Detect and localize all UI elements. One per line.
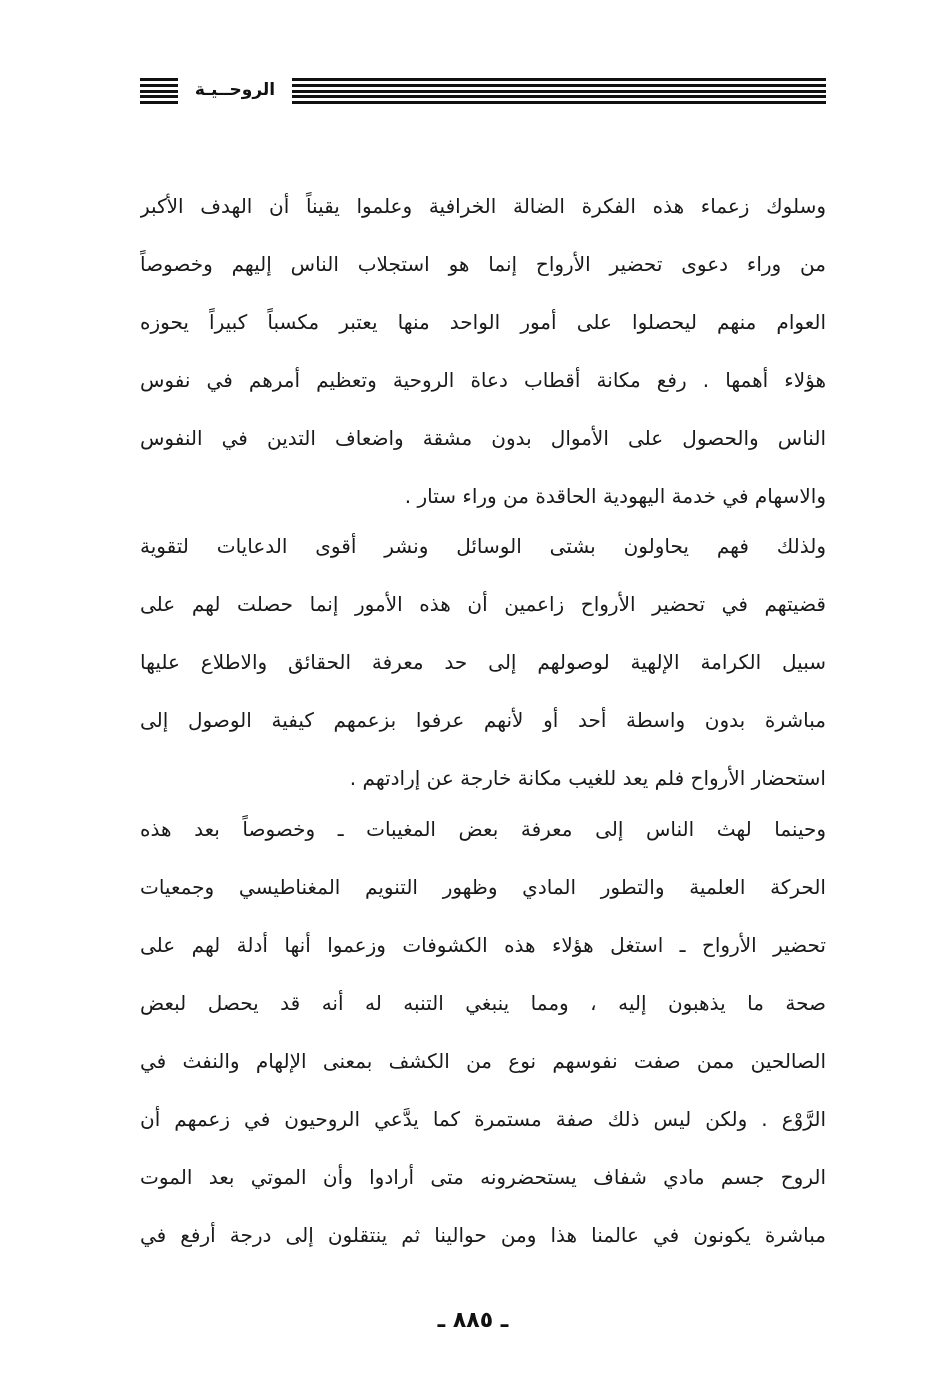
text-line: مباشرة يكونون في عالمنا هذا ومن حوالينا ثم ينتقلون إلى درجة أرفع في xyxy=(140,1223,826,1247)
text-line: قضيتهم في تحضير الأرواح زاعمين أن هذه الأمور إنما حصلت لهم على xyxy=(140,592,826,616)
text-line: من وراء دعوى تحضير الأرواح إنما هو استجلاب الناس إليهم وخصوصاً xyxy=(140,252,826,276)
text-line: الحركة العلمية والتطور المادي وظهور التنويم المغناطيسي وجمعيات xyxy=(140,875,826,899)
text-line: ولذلك فهم يحاولون بشتى الوسائل ونشر أقوى الدعايات لتقوية xyxy=(140,534,826,558)
text-line: هؤلاء أهمها . رفع مكانة أقطاب دعاة الروحية وتعظيم أمرهم في نفوس xyxy=(140,368,826,392)
text-line: مباشرة بدون واسطة أحد أو لأنهم عرفوا بزعمهم كيفية الوصول إلى xyxy=(140,708,826,732)
text-line: تحضير الأرواح ـ استغل هؤلاء هذه الكشوفات وزعموا أنها أدلة لهم على xyxy=(140,933,826,957)
text-line: الناس والحصول على الأموال بدون مشقة واضعاف التدين في النفوس xyxy=(140,426,826,450)
text-line: استحضار الأرواح فلم يعد للغيب مكانة خارجة عن إرادتهم . xyxy=(349,766,826,790)
text-line: الروح جسم مادي شفاف يستحضرونه متى أرادوا وأن الموتي بعد الموت xyxy=(140,1165,826,1189)
text-line: سبيل الكرامة الإلهية لوصولهم إلى حد معرفة الحقائق والاطلاع عليها xyxy=(140,650,826,674)
header-rule xyxy=(292,78,826,104)
running-header xyxy=(140,78,826,104)
header-title: الروحــيـة xyxy=(194,80,276,100)
paragraph-3 xyxy=(140,800,826,1264)
text-line: صحة ما يذهبون إليه ، ومما ينبغي التنبه له أنه قد يحصل لبعض xyxy=(140,991,826,1015)
text-line: الصالحين ممن صفت نفوسهم نوع من الكشف بمعنى الإلهام والنفث في xyxy=(140,1049,826,1073)
paragraph-2 xyxy=(140,517,826,807)
page-number: ـ ٨٨٥ ـ xyxy=(437,1308,509,1333)
paragraph-1 xyxy=(140,177,826,525)
text-line: الرَّوْع . ولكن ليس ذلك صفة مستمرة كما يدَّعي الروحيون في زعمهم أن xyxy=(140,1107,826,1131)
text-line: وحينما لهث الناس إلى معرفة بعض المغيبات ـ وخصوصاً بعد هذه xyxy=(140,817,826,841)
text-line: والاسهام في خدمة اليهودية الحاقدة من وراء ستار . xyxy=(404,484,826,508)
text-line: وسلوك زعماء هذه الفكرة الضالة الخرافية وعلموا يقيناً أن الهدف الأكبر xyxy=(140,194,826,218)
header-ornament-block xyxy=(140,78,178,104)
text-line: العوام منهم ليحصلوا على أمور الواحد منها يعتبر مكسباً كبيراً يحوزه xyxy=(140,310,826,334)
